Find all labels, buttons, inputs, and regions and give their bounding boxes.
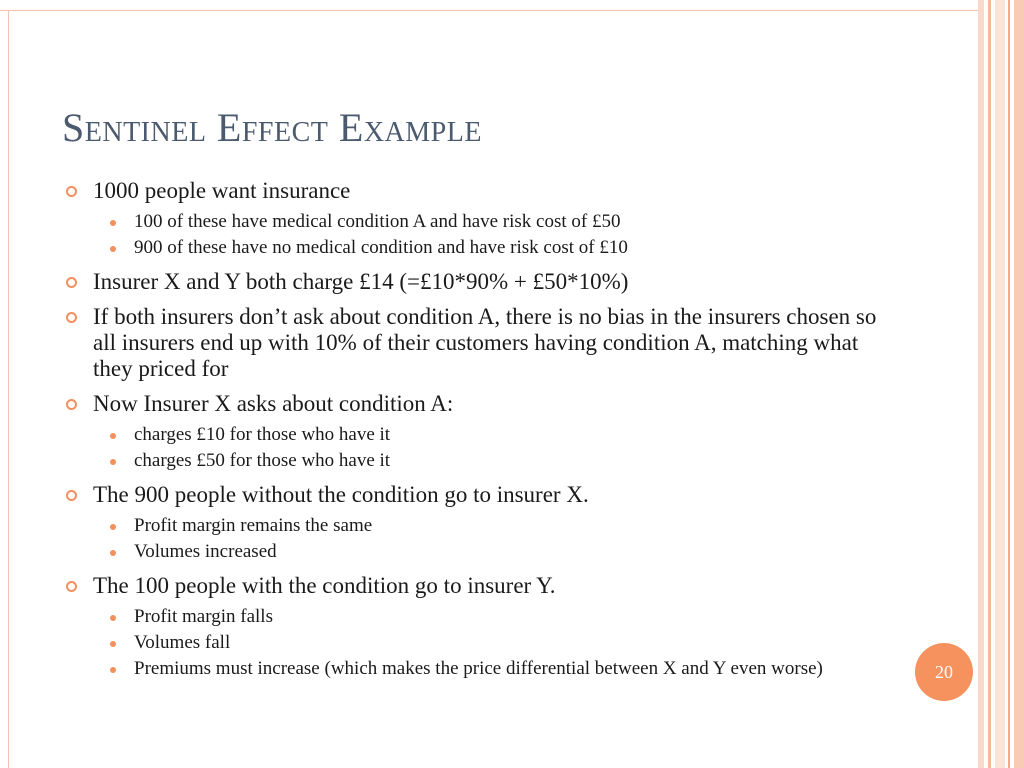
frame-left-line bbox=[8, 10, 9, 768]
bullet-4: Now Insurer X asks about condition A: bbox=[62, 391, 882, 417]
sublist-6 bbox=[62, 606, 882, 680]
sub-bullet: 100 of these have medical condition A and have risk cost of £50 bbox=[62, 211, 882, 233]
sub-bullet: Profit margin remains the same bbox=[62, 515, 882, 537]
ring-bullet-icon bbox=[66, 581, 77, 592]
sub-bullet: Premiums must increase (which makes the price differential between X and Y even worse) bbox=[62, 658, 882, 680]
sub-bullet: 900 of these have no medical condition and have risk cost of £10 bbox=[62, 237, 882, 259]
dot-bullet-icon bbox=[110, 524, 116, 530]
slide-title: Sentinel Effect Example bbox=[62, 105, 482, 150]
sub-bullet: charges £50 for those who have it bbox=[62, 450, 882, 472]
dot-bullet-icon bbox=[110, 641, 116, 647]
frame-top-line bbox=[0, 10, 980, 11]
sub-bullet: charges £10 for those who have it bbox=[62, 424, 882, 446]
dot-bullet-icon bbox=[110, 246, 116, 252]
sub-bullet: Profit margin falls bbox=[62, 606, 882, 628]
sublist-1 bbox=[62, 211, 882, 259]
dot-bullet-icon bbox=[110, 615, 116, 621]
page-number: 20 bbox=[935, 661, 953, 682]
bullet-6: The 100 people with the condition go to insurer Y. bbox=[62, 573, 882, 599]
bullet-3: If both insurers don’t ask about condition A, there is no bias in the insurers chosen so all insurers end up with 10% of their customers having condition A, matching what they priced for bbox=[62, 304, 882, 382]
sublist-5 bbox=[62, 515, 882, 563]
decorative-right-bars bbox=[978, 0, 1024, 768]
dot-bullet-icon bbox=[110, 433, 116, 439]
bullet-2: Insurer X and Y both charge £14 (=£10*90% + £50*10%) bbox=[62, 269, 882, 295]
dot-bullet-icon bbox=[110, 459, 116, 465]
dot-bullet-icon bbox=[110, 550, 116, 556]
bullet-list bbox=[62, 178, 882, 690]
page-number-badge bbox=[915, 643, 973, 701]
sub-bullet: Volumes increased bbox=[62, 541, 882, 563]
ring-bullet-icon bbox=[66, 277, 77, 288]
bullet-5: The 900 people without the condition go to insurer X. bbox=[62, 482, 882, 508]
sub-bullet: Volumes fall bbox=[62, 632, 882, 654]
dot-bullet-icon bbox=[110, 667, 116, 673]
ring-bullet-icon bbox=[66, 490, 77, 501]
ring-bullet-icon bbox=[66, 399, 77, 410]
bullet-1: 1000 people want insurance bbox=[62, 178, 882, 204]
dot-bullet-icon bbox=[110, 220, 116, 226]
ring-bullet-icon bbox=[66, 186, 77, 197]
ring-bullet-icon bbox=[66, 312, 77, 323]
sublist-4 bbox=[62, 424, 882, 472]
